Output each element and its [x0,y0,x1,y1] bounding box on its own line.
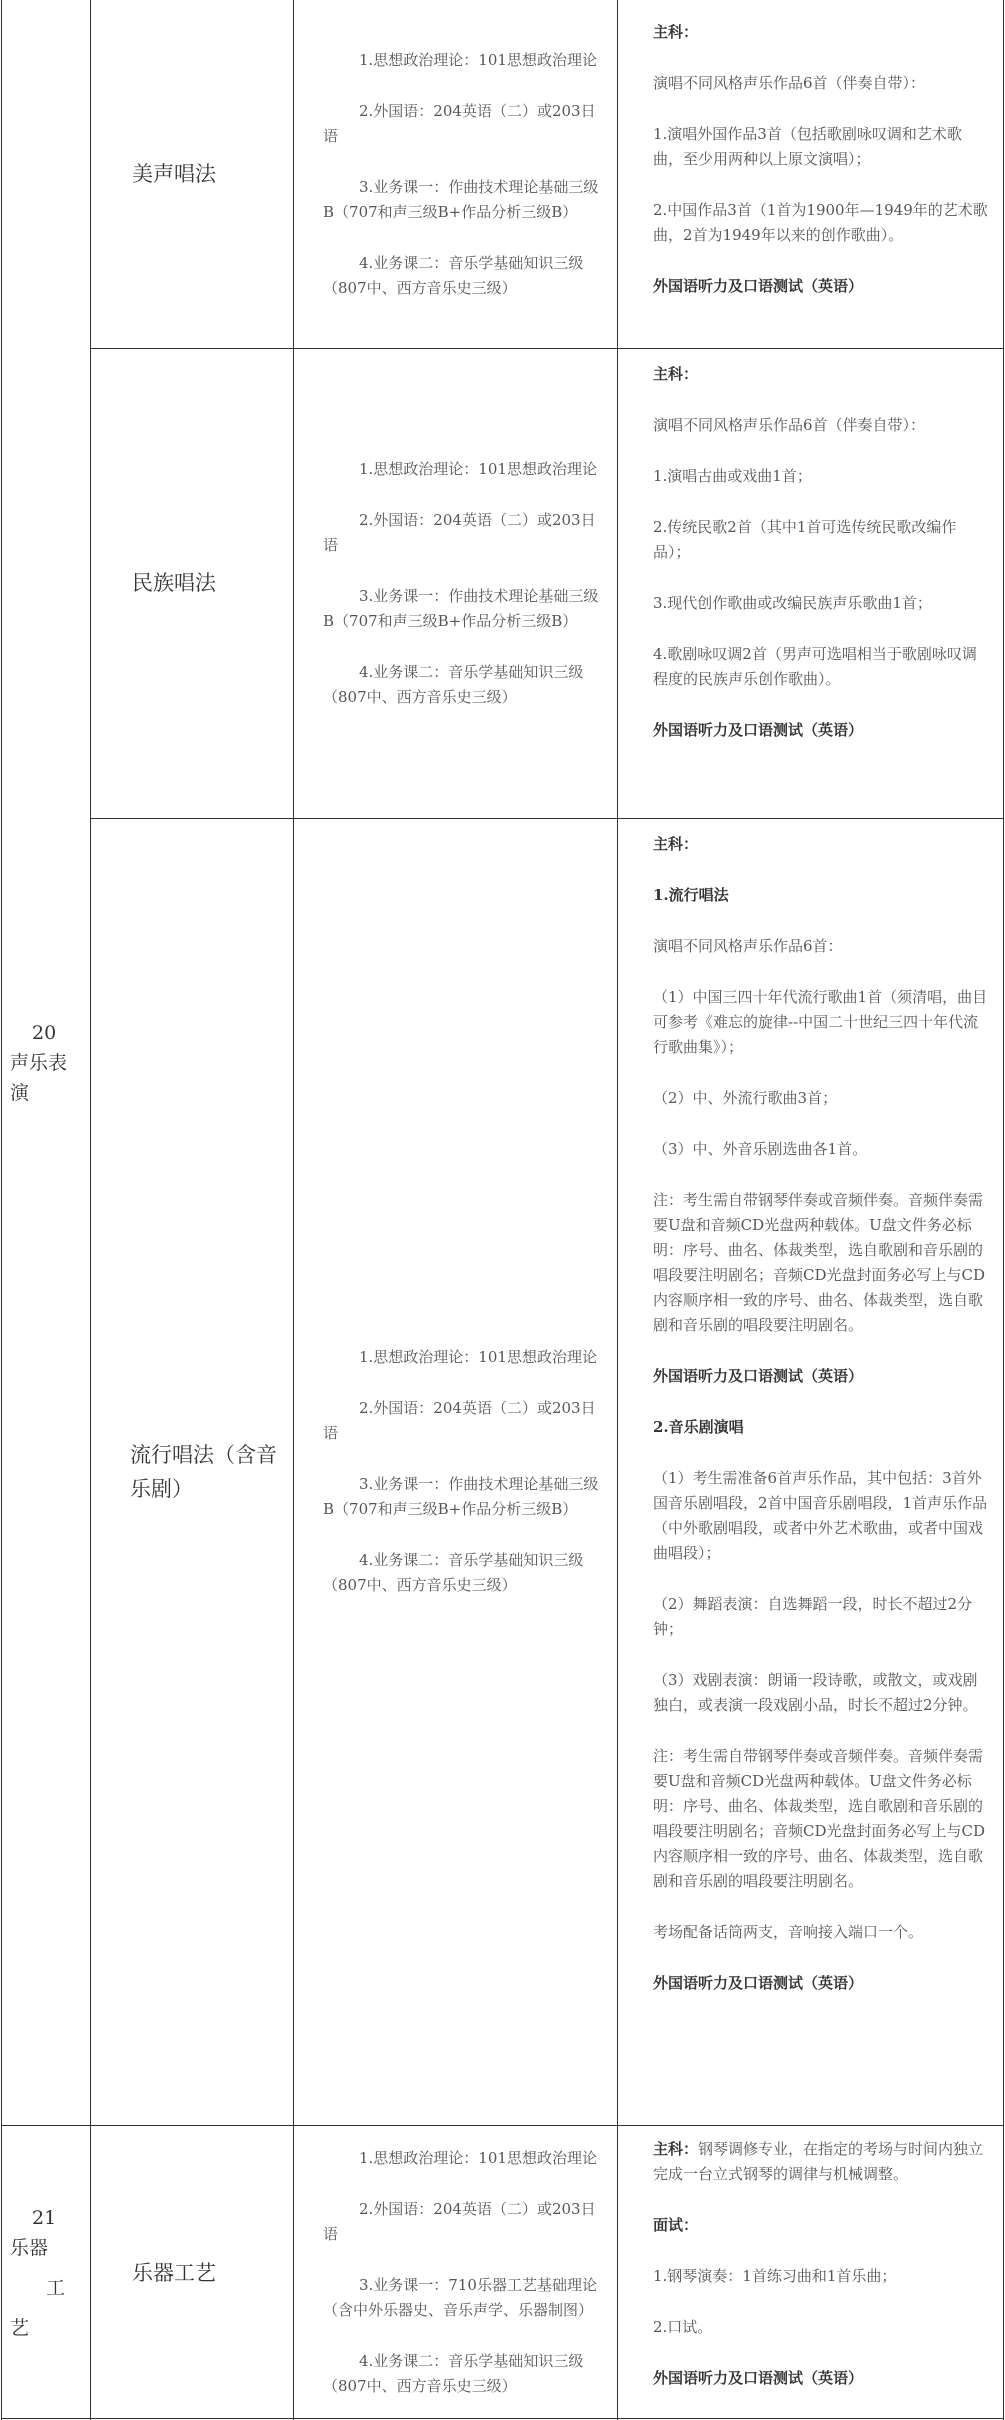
content-heading: 外国语听力及口语测试（英语） [653,277,864,295]
exam-item: 1.思想政治理论：101思想政治理论 [359,1348,597,1366]
content-line: （2）舞蹈表演：自选舞蹈一段，时长不超过2分钟； [653,1595,973,1638]
content-heading: 外国语听力及口语测试（英语） [653,721,864,739]
major-name: 美声唱法 [132,162,216,186]
exam-item: 1.思想政治理论：101思想政治理论 [359,459,597,478]
dept-code: 21 [32,2206,57,2229]
exam-item: 1.思想政治理论：101思想政治理论 [359,50,597,69]
grid-line [617,0,618,2420]
exam-item: 2.外国语：204英语（二）或203日语 [323,2200,596,2243]
grid-line [90,818,1004,819]
content-line: 1.演唱外国作品3首（包括歌剧咏叹调和艺术歌曲，至少用两种以上原文演唱）； [653,125,962,168]
content-heading: 面试： [653,2216,699,2234]
dept-21 [0,2125,90,2420]
exam-item: 3.业务课一：作曲技术理论基础三级B（707和声三级B+作品分析三级B） [323,586,599,630]
dept-name-part: 艺 [10,2316,30,2339]
content-line: 考场配备话筒两支，音响接入端口一个。 [653,1923,924,1941]
exam-item: 4.业务课二：音乐学基础知识三级（807中、西方音乐史三级） [323,662,584,706]
content-line: 1.钢琴演奏：1首练习曲和1首乐曲； [653,2267,897,2285]
major-name: 流行唱法（含音乐剧） [130,1442,277,1501]
content-line: 演唱不同风格声乐作品6首： [653,937,843,955]
content-line: 演唱不同风格声乐作品6首（伴奏自带）： [653,416,926,434]
content-heading: 外国语听力及口语测试（英语） [653,2369,864,2387]
content-heading: 主科： [653,23,699,41]
content-line: 2.口试。 [653,2318,713,2336]
exam-cell [293,348,617,818]
major-cell [90,2125,293,2420]
content-heading: 主科： [653,365,699,383]
content-line: 主科：钢琴调修专业，在指定的考场与时间内独立完成一台立式钢琴的调律与机械调整。 [653,2140,984,2183]
exam-item: 4.业务课二：音乐学基础知识三级（807中、西方音乐史三级） [323,253,584,297]
exam-item: 3.业务课一：作曲技术理论基础三级B（707和声三级B+作品分析三级B） [323,177,599,221]
content-cell [617,0,1005,348]
exam-item: 2.外国语：204英语（二）或203日语 [323,101,596,145]
exam-cell [293,2125,617,2420]
content-heading: 1.流行唱法 [653,886,729,904]
content-cell [617,2125,1005,2420]
exam-cell [293,818,617,2125]
content-heading: 外国语听力及口语测试（英语） [653,1367,864,1385]
content-heading: 2.音乐剧演唱 [653,1418,744,1436]
content-line: （1）中国三四十年代流行歌曲1首（须清唱，曲目可参考《难忘的旋律--中国二十世纪三四十年代流行歌曲集》）； [653,988,988,1056]
content-line: 3.现代创作歌曲或改编民族声乐歌曲1首； [653,594,932,612]
dept-name: 声乐表演 [10,1051,68,1104]
content-heading: 主科： [653,835,699,853]
content-line: （3）中、外音乐剧选曲各1首。 [653,1140,868,1158]
dept-name-part: 工 [46,2276,66,2299]
grid-line [90,348,1004,349]
exam-item: 3.业务课一：710乐器工艺基础理论（含中外乐器史、音乐声学、乐器制图） [323,2276,597,2319]
dept-20 [0,0,90,2125]
dept-name-part: 乐器 [10,2236,49,2259]
major-name: 民族唱法 [132,571,216,595]
exam-item: 4.业务课二：音乐学基础知识三级（807中、西方音乐史三级） [323,2352,584,2395]
content-heading: 外国语听力及口语测试（英语） [653,1974,864,1992]
exam-item: 4.业务课二：音乐学基础知识三级（807中、西方音乐史三级） [323,1551,584,1594]
content-line: 演唱不同风格声乐作品6首（伴奏自带）： [653,74,926,92]
grid-line [1,2418,1004,2419]
grid-line [90,0,91,2420]
exam-item: 2.外国语：204英语（二）或203日语 [323,510,596,554]
exam-cell [293,0,617,348]
grid-line [1003,0,1004,2420]
exam-item: 3.业务课一：作曲技术理论基础三级B（707和声三级B+作品分析三级B） [323,1475,599,1518]
grid-line [293,0,294,2420]
content-line: 1.演唱古曲或戏曲1首； [653,467,812,485]
content-line: （3）戏剧表演：朗诵一段诗歌，或散文，或戏剧独白，或表演一段戏剧小品，时长不超过2分钟。 [653,1671,978,1714]
content-cell [617,818,1005,2125]
major-cell [90,0,293,348]
content-cell [617,348,1005,818]
grid-line [1,2125,1004,2126]
content-line: 4.歌剧咏叹调2首（男声可选唱相当于歌剧咏叹调程度的民族声乐创作歌曲）。 [653,645,977,688]
major-name: 乐器工艺 [132,2260,216,2285]
content-line: 注：考生需自带钢琴伴奏或音频伴奏。音频伴奏需要U盘和音频CD光盘两种载体。U盘文件务必标明：序号、曲名、体裁类型，选自歌剧和音乐剧的唱段要注明剧名；音频CD光盘封面务必写上与CD内容顺序相一致的序号、曲名、体裁类型，选自歌剧和音乐剧的唱段要注明剧名。 [653,1191,986,1334]
content-line: 2.中国作品3首（1首为1900年—1949年的艺术歌曲，2首为1949年以来的创作歌曲）。 [653,201,988,244]
content-line: （2）中、外流行歌曲3首； [653,1089,838,1107]
dept-code: 20 [32,1021,57,1044]
grid-line [1,0,2,2420]
content-line: （1）考生需准备6首声乐作品，其中包括：3首外国音乐剧唱段，2首中国音乐剧唱段，1首声乐作品（中外歌剧唱段，或者中外艺术歌曲，或者中国戏曲唱段）； [653,1469,988,1562]
content-line: 2.传统民歌2首（其中1首可选传统民歌改编作品）； [653,518,957,561]
content-line: 注：考生需自带钢琴伴奏或音频伴奏。音频伴奏需要U盘和音频CD光盘两种载体。U盘文件务必标明：序号、曲名、体裁类型，选自歌剧和音乐剧的唱段要注明剧名；音频CD光盘封面务必写上与CD内容顺序相一致的序号、曲名、体裁类型，选自歌剧和音乐剧的唱段要注明剧名。 [653,1747,986,1890]
major-cell [90,818,293,2125]
dept-name [10,2233,76,2343]
exam-item: 1.思想政治理论：101思想政治理论 [359,2149,597,2167]
major-cell [90,348,293,818]
exam-item: 2.外国语：204英语（二）或203日语 [323,1399,596,1442]
